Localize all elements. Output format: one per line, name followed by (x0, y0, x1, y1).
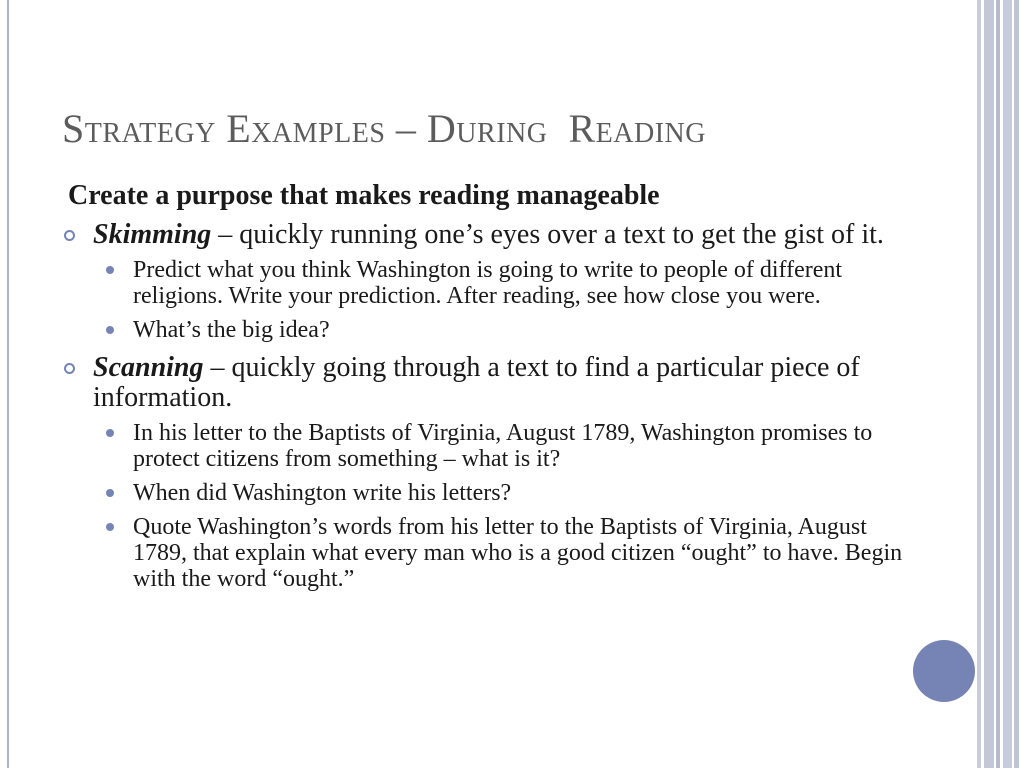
filled-dot-icon (106, 523, 114, 531)
right-stripe (1003, 0, 1012, 768)
sub-bullet-item (93, 257, 912, 309)
right-stripe (1014, 0, 1019, 768)
sub-bullet-list (93, 420, 912, 592)
sub-bullet-text: What’s the big idea? (133, 317, 330, 343)
sub-bullet-list (93, 257, 912, 343)
sub-bullet-item (93, 514, 912, 592)
bullet-list (62, 220, 912, 602)
term-description: – quickly running one’s eyes over a text to get the gist of it. (211, 219, 884, 250)
sub-bullet-text: When did Washington write his letters? (133, 480, 512, 506)
slide-subheading: Create a purpose that makes reading manageable (68, 180, 660, 211)
right-stripe (984, 0, 994, 768)
term-label: Scanning (93, 352, 204, 383)
hollow-circle-icon (64, 363, 75, 374)
term-label: Skimming (93, 219, 212, 250)
sub-bullet-item (93, 317, 912, 343)
bullet-point-scanning (62, 353, 912, 592)
slide-title: Strategy Examples – During Reading (62, 106, 706, 151)
left-border-line (7, 0, 9, 768)
sub-bullet-text: In his letter to the Baptists of Virginia, August 1789, Washington promises to protect citizens from something – what is it? (133, 420, 873, 472)
filled-dot-icon (106, 489, 114, 497)
right-stripe (996, 0, 1000, 768)
right-stripe (977, 0, 981, 768)
filled-dot-icon (106, 326, 114, 334)
sub-bullet-item (93, 420, 912, 472)
circle-decoration (913, 640, 975, 702)
sub-bullet-text: Predict what you think Washington is going to write to people of different religions. Write your prediction. After reading, see how close you were. (133, 257, 843, 309)
filled-dot-icon (106, 429, 114, 437)
bullet-point-skimming (62, 220, 912, 343)
filled-dot-icon (106, 266, 114, 274)
sub-bullet-item (93, 480, 912, 506)
term-description: – quickly going through a text to find a particular piece of information. (93, 352, 860, 413)
hollow-circle-icon (64, 230, 75, 241)
sub-bullet-text: Quote Washington’s words from his letter to the Baptists of Virginia, August 1789, that explain what every man who is a good citizen “ought” to have. Begin with the word “ought.” (133, 514, 903, 592)
